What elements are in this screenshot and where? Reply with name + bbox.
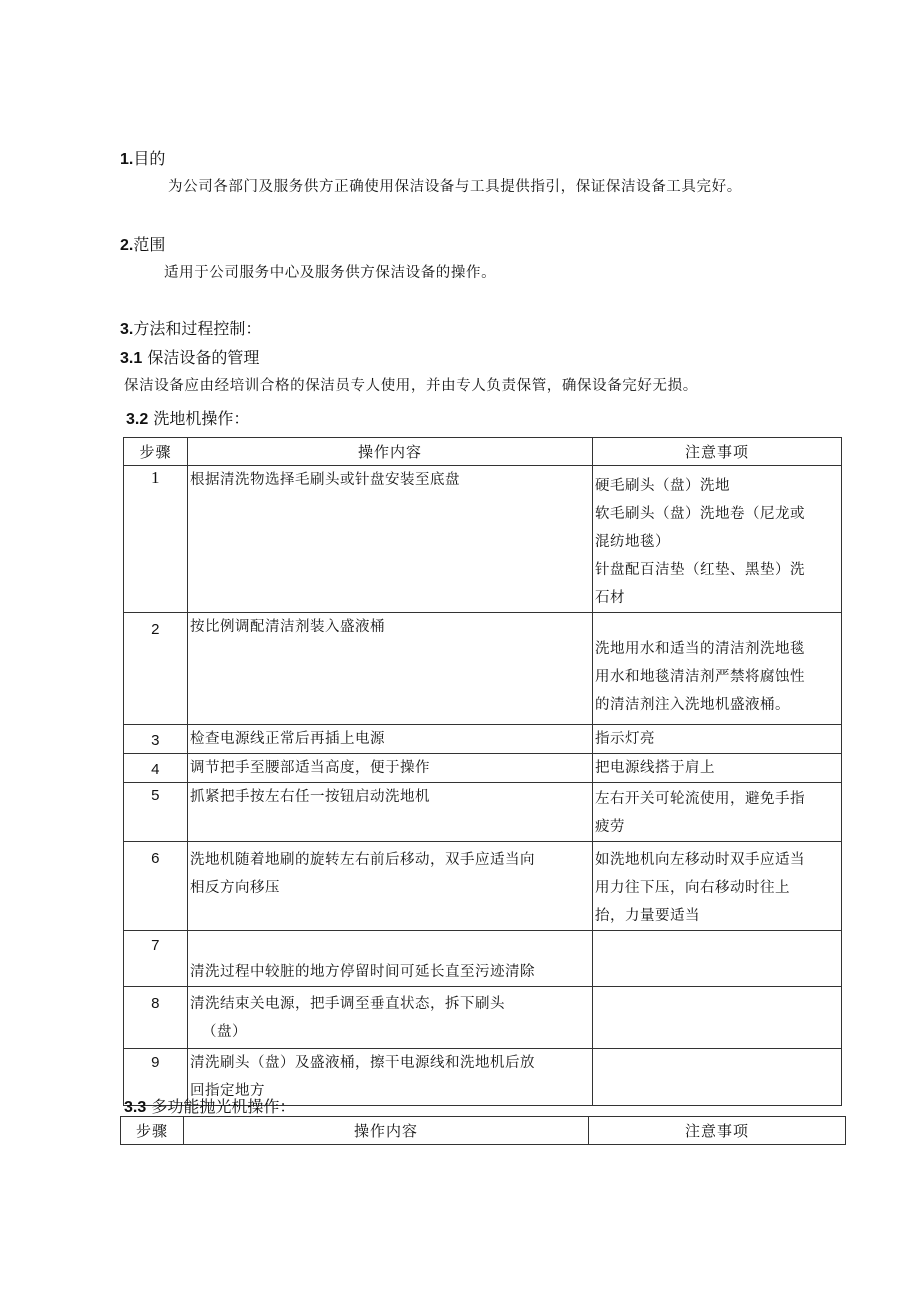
table-row — [124, 783, 842, 842]
step-notes: 如洗地机向左移动时双手应适当 用力往下压，向右移动时往上 抬，力量要适当 — [593, 842, 842, 931]
table-row — [124, 931, 842, 987]
polisher-table — [120, 1116, 846, 1145]
step-content: 洗地机随着地刷的旋转左右前后移动，双手应适当向 相反方向移压 — [188, 842, 593, 931]
step-content: 抓紧把手按左右任一按钮启动洗地机 — [188, 783, 593, 842]
section-title: 多功能抛光机操作： — [151, 1097, 296, 1116]
table-row — [124, 466, 842, 613]
step-number: 5 — [124, 783, 188, 842]
section-1-heading — [120, 146, 165, 169]
step-number: 7 — [124, 931, 188, 987]
table-row — [124, 613, 842, 725]
section-title: 目的 — [133, 149, 166, 168]
table-header-row — [124, 438, 842, 466]
table-row — [124, 725, 842, 754]
table-row — [124, 754, 842, 783]
step-notes — [593, 1049, 842, 1106]
step-number: 4 — [124, 754, 188, 783]
section-2-heading — [120, 232, 165, 255]
section-title: 方法和过程控制： — [133, 319, 262, 338]
step-notes: 指示灯亮 — [593, 725, 842, 754]
section-2-text: 适用于公司服务中心及服务供方保洁设备的操作。 — [164, 265, 497, 281]
step-notes: 左右开关可轮流使用，避免手指 疲劳 — [593, 783, 842, 842]
step-content: 调节把手至腰部适当高度，便于操作 — [188, 754, 593, 783]
floor-scrubber-table — [123, 437, 842, 1106]
step-content: 根据清洗物选择毛刷头或针盘安装至底盘 — [188, 466, 593, 613]
step-number: 3 — [124, 725, 188, 754]
section-3-3-heading — [124, 1094, 295, 1117]
step-notes — [593, 987, 842, 1049]
header-notes: 注意事项 — [593, 438, 842, 466]
section-number: 3.3 — [124, 1099, 147, 1116]
step-notes — [593, 931, 842, 987]
section-title: 洗地机操作： — [153, 409, 250, 428]
step-content: 清洗刷头（盘）及盛液桶，擦干电源线和洗地机后放 回指定地方 — [188, 1049, 593, 1106]
table-header-row — [121, 1117, 846, 1145]
section-number: 3.1 — [120, 350, 143, 367]
header-step: 步骤 — [124, 438, 188, 466]
section-title: 保洁设备的管理 — [147, 348, 260, 367]
table-row — [124, 842, 842, 931]
section-number: 3. — [120, 321, 134, 338]
step-number: 1 — [124, 466, 188, 613]
step-content: 清洗结束关电源，把手调至垂直状态，拆下刷头 （盘） — [188, 987, 593, 1049]
section-number: 1. — [120, 151, 134, 168]
step-number: 2 — [124, 613, 188, 725]
step-number: 6 — [124, 842, 188, 931]
section-3-1-text: 保洁设备应由经培训合格的保洁员专人使用，并由专人负责保管，确保设备完好无损。 — [124, 378, 698, 394]
header-content: 操作内容 — [184, 1117, 589, 1145]
step-content: 按比例调配清洁剂装入盛液桶 — [188, 613, 593, 725]
step-number: 9 — [124, 1049, 188, 1106]
section-number: 3.2 — [126, 411, 149, 428]
section-3-1-heading — [120, 345, 259, 368]
section-3-2-heading — [126, 406, 249, 429]
section-title: 范围 — [133, 235, 166, 254]
section-1-text: 为公司各部门及服务供方正确使用保洁设备与工具提供指引，保证保洁设备工具完好。 — [168, 179, 742, 195]
section-number: 2. — [120, 237, 134, 254]
header-step: 步骤 — [121, 1117, 184, 1145]
header-notes: 注意事项 — [589, 1117, 846, 1145]
step-notes: 硬毛刷头（盘）洗地 软毛刷头（盘）洗地卷（尼龙或 混纺地毯） 针盘配百洁垫（红垫、黑垫）洗 石材 — [593, 466, 842, 613]
step-number: 8 — [124, 987, 188, 1049]
step-notes: 洗地用水和适当的清洁剂洗地毯 用水和地毯清洁剂严禁将腐蚀性 的清洁剂注入洗地机盛液桶。 — [593, 613, 842, 725]
step-notes: 把电源线搭于肩上 — [593, 754, 842, 783]
step-content: 检查电源线正常后再插上电源 — [188, 725, 593, 754]
step-content: 清洗过程中较脏的地方停留时间可延长直至污迹清除 — [188, 931, 593, 987]
table-row — [124, 987, 842, 1049]
section-3-heading — [120, 316, 261, 339]
header-content: 操作内容 — [188, 438, 593, 466]
